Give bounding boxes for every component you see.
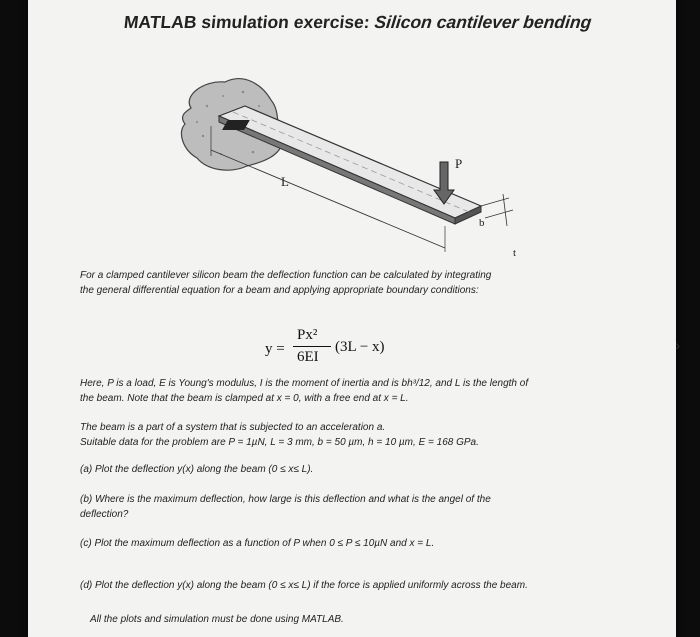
equation-factor: (3L − x) — [335, 339, 385, 355]
footer-note: All the plots and simulation must be done using MATLAB. — [90, 614, 344, 625]
label-l: L — [281, 174, 289, 189]
document-page — [28, 0, 680, 637]
system-line-1: The beam is a part of a system that is subjected to an acceleration a. — [80, 422, 386, 433]
question-a: (a) Plot the deflection y(x) along the beam (0 ≤ x≤ L). — [80, 464, 314, 475]
equation-fraction-bar — [293, 346, 331, 347]
deflection-equation — [265, 327, 465, 373]
question-d: (d) Plot the deflection y(x) along the beam (0 ≤ x≤ L) if the force is applied uniformly across the beam. — [80, 580, 528, 591]
page-edge-arrow-icon: › — [675, 337, 680, 353]
question-c: (c) Plot the maximum deflection as a function of P when 0 ≤ P ≤ 10µN and x = L. — [80, 538, 435, 549]
label-p: P — [455, 156, 463, 171]
question-b-line-2: deflection? — [80, 509, 129, 520]
page-title — [123, 12, 593, 33]
cantilever-figure — [163, 66, 533, 262]
here-line-1: Here, P is a load, E is Young's modulus, I is the moment of inertia and is bh³/12, and L is the length of — [80, 378, 529, 389]
title-main: MATLAB simulation exercise: — [123, 12, 371, 32]
beam-side — [219, 116, 455, 224]
label-b: b — [479, 217, 485, 229]
equation-denominator: 6EI — [297, 349, 319, 365]
system-line-2: Suitable data for the problem are P = 1µN, L = 3 mm, b = 50 µm, h = 10 µm, E = 168 GPa. — [80, 437, 479, 448]
equation-numerator: Px² — [297, 327, 318, 343]
here-line-2: the beam. Note that the beam is clamped at x = 0, with a free end at x = L. — [80, 393, 409, 404]
title-sub: Silicon cantilever bending — [373, 12, 593, 32]
equation-lhs: y = — [265, 341, 285, 357]
intro-line-1: For a clamped cantilever silicon beam the deflection function can be calculated by integrating — [80, 270, 492, 281]
question-b-line-1: (b) Where is the maximum deflection, how large is this deflection and what is the angel of the — [80, 494, 491, 505]
intro-line-2: the general differential equation for a beam and applying appropriate boundary conditions: — [80, 285, 479, 296]
label-t: t — [513, 247, 517, 259]
